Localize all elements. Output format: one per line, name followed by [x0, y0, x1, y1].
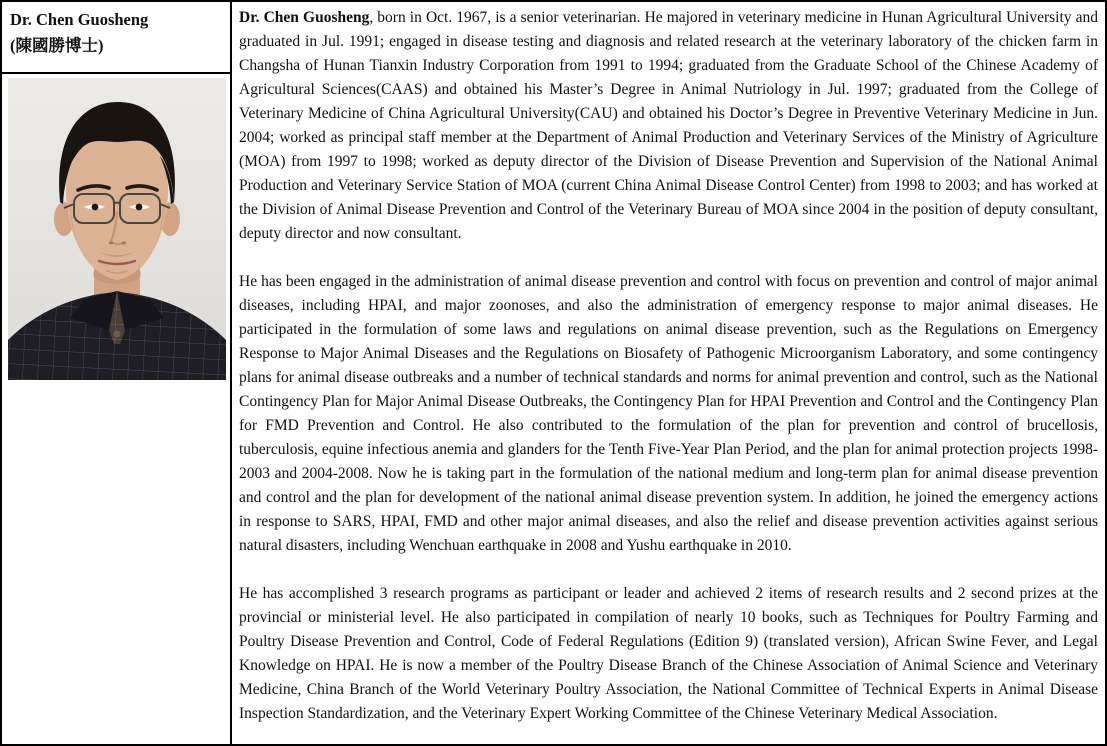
left-column [2, 2, 232, 744]
name-chinese: (陳國勝博士) [10, 36, 104, 55]
bio-name-bold: Dr. Chen Guosheng [239, 9, 370, 26]
biography [232, 2, 1105, 744]
bio-paragraph-1-text: , born in Oct. 1967, is a senior veterinarian. He majored in veterinary medicine in Hunan Agricultural University and graduated in Jul. 1991; engaged in disease testing and diagnosis and related research at the veterinary laboratory of the chicken farm in Changsha of Hunan Tianxin Industry Corporation from 1991 to 1994; graduated from the Graduate School of the Chinese Academy of Agricultural Sciences(CAAS) and obtained his Master’s Degree in Animal Nutriology in Jul. 1997; graduated from the College of Veterinary Medicine of China Agricultural University(CAU) and obtained his Doctor’s Degree in Preventive Veterinary Medicine in Jun. 2004; worked as principal staff member at the Department of Animal Production and Veterinary Services of the Ministry of Agriculture (MOA) from 1997 to 1998; worked as deputy director of the Division of Disease Prevention and Supervision of the National Animal Production and Veterinary Service Station of MOA (current China Animal Disease Control Center) from 1998 to 2003; and has worked at the Division of Animal Disease Prevention and Control of the Veterinary Bureau of MOA since 2004 in the position of deputy consultant, deputy director and now consultant. [239, 9, 1098, 242]
name-english: Dr. Chen Guosheng [10, 10, 149, 29]
bio-paragraph-1 [239, 6, 1098, 246]
portrait-photo [8, 78, 226, 380]
bio-paragraph-3: He has accomplished 3 research programs as participant or leader and achieved 2 items of research results and 2 second prizes at the provincial or ministerial level. He also participated in compilation of nearly 10 books, such as Techniques for Poultry Farming and Poultry Disease Prevention and Control, Code of Federal Regulations (Edition 9) (translated version), African Swine Fever, and Legal Knowledge on HPAI. He is now a member of the Poultry Disease Branch of the Chinese Association of Animal Science and Veterinary Medicine, China Branch of the World Veterinary Poultry Association, the National Committee of Technical Experts in Animal Disease Inspection Standardization, and the Veterinary Expert Working Committee of the Chinese Veterinary Medical Association. [239, 585, 1098, 722]
bio-paragraph-2: He has been engaged in the administration of animal disease prevention and control with focus on prevention and control of major animal diseases, including HPAI, and major zoonoses, and also the administration of emergency response to major animal diseases. He participated in the formulation of some laws and regulations on animal disease prevention, such as the Regulations on Emergency Response to Major Animal Diseases and the Regulations on Biosafety of Pathogenic Microorganism Laboratory, and some contingency plans for animal disease outbreaks and a number of technical standards and norms for animal prevention and control, such as the National Contingency Plan for Major Animal Disease Outbreaks, the Contingency Plan for HPAI Prevention and Control and the Contingency Plan for FMD Prevention and Control. He also contributed to the formulation of the plan for prevention and control of brucellosis, tuberculosis, equine infectious anemia and glanders for the Tenth Five-Year Plan Period, and the plan for animal protection projects 1998-2003 and 2004-2008. Now he is taking part in the formulation of the national medium and long-term plan for animal disease prevention and control and the plan for development of the national animal disease prevention system. In addition, he joined the emergency actions in response to SARS, HPAI, FMD and other major animal diseases, and also the relief and disease prevention activities against serious natural disasters, including Wenchuan earthquake in 2008 and Yushu earthquake in 2010. [239, 273, 1098, 554]
name-cell [2, 2, 230, 74]
photo-cell [2, 74, 230, 744]
